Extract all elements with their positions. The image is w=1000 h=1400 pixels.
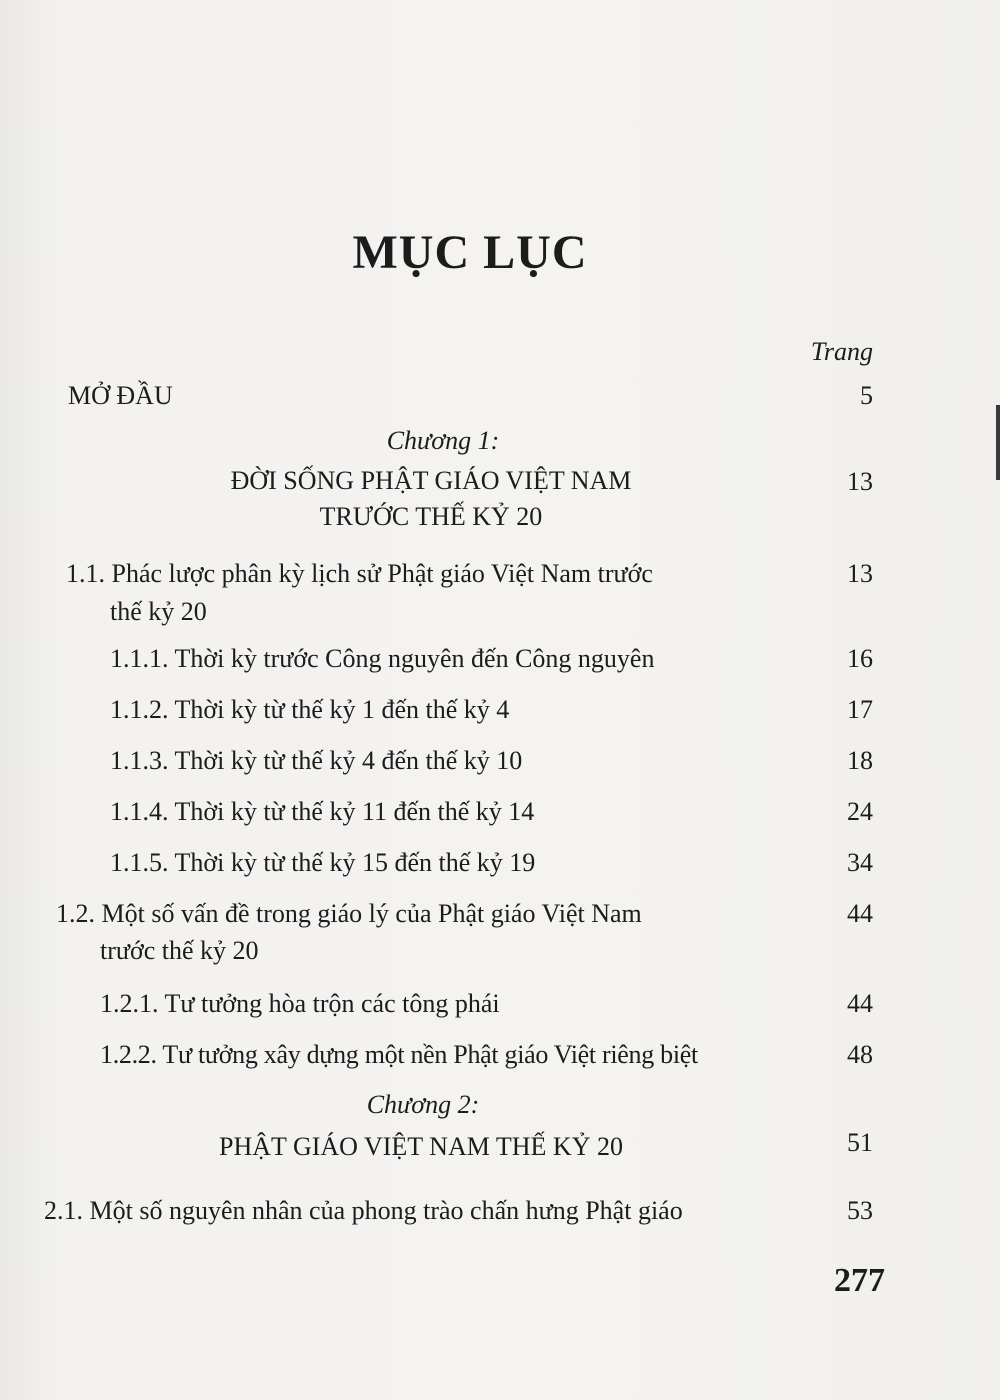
toc-1-1-5: 1.1.5. Thời kỳ từ thế kỷ 15 đến thế kỷ 19 — [110, 848, 536, 877]
toc-intro: MỞ ĐẦU — [68, 381, 173, 410]
chapter-2-title: PHẬT GIÁO VIỆT NAM THẾ KỶ 20 — [219, 1132, 623, 1161]
chapter-1-title-line-2: TRƯỚC THẾ KỶ 20 — [319, 502, 543, 531]
toc-1-2-2-page: 48 — [847, 1040, 873, 1069]
toc-2-1: 2.1. Một số nguyên nhân của phong trào chấn hưng Phật giáo — [44, 1196, 683, 1225]
chapter-2-page: 51 — [847, 1128, 873, 1157]
chapter-2-label: Chương 2: — [366, 1090, 480, 1119]
page-edge-mark — [996, 405, 1000, 480]
page-column-header: Trang — [810, 337, 873, 366]
chapter-1-page: 13 — [847, 467, 873, 496]
toc-1-1-5-page: 34 — [847, 848, 873, 877]
page-title: MỤC LỤC — [352, 226, 588, 279]
toc-1-1-4: 1.1.4. Thời kỳ từ thế kỷ 11 đến thế kỷ 14 — [110, 797, 535, 826]
toc-1-1-4-page: 24 — [847, 797, 873, 826]
toc-1-1-line-1: 1.1. Phác lược phân kỳ lịch sử Phật giáo Việt Nam trước — [66, 559, 653, 588]
toc-1-1-3-page: 18 — [847, 746, 873, 775]
toc-1-2-line-2: trước thế kỷ 20 — [100, 936, 259, 965]
page-number: 277 — [834, 1262, 885, 1299]
toc-1-2-line-1: 1.2. Một số vấn đề trong giáo lý của Phật giáo Việt Nam — [56, 899, 642, 928]
toc-1-1-1-page: 16 — [847, 644, 873, 673]
toc-intro-page: 5 — [860, 381, 873, 410]
toc-1-2-1: 1.2.1. Tư tưởng hòa trộn các tông phái — [100, 989, 500, 1018]
chapter-1-title-line-1: ĐỜI SỐNG PHẬT GIÁO VIỆT NAM — [230, 466, 632, 495]
toc-1-2-2: 1.2.2. Tư tưởng xây dựng một nền Phật giáo Việt riêng biệt — [100, 1040, 698, 1069]
toc-1-1-1: 1.1.1. Thời kỳ trước Công nguyên đến Công nguyên — [110, 644, 655, 673]
toc-1-1-2-page: 17 — [847, 695, 873, 724]
toc-1-1-page: 13 — [847, 559, 873, 588]
toc-1-1-3: 1.1.3. Thời kỳ từ thế kỷ 4 đến thế kỷ 10 — [110, 746, 523, 775]
toc-1-1-2: 1.1.2. Thời kỳ từ thế kỷ 1 đến thế kỷ 4 — [110, 695, 510, 724]
toc-1-1-line-2: thế kỷ 20 — [110, 597, 207, 626]
toc-1-2-page: 44 — [847, 899, 873, 928]
toc-2-1-page: 53 — [847, 1196, 873, 1225]
toc-1-2-1-page: 44 — [847, 989, 873, 1018]
chapter-1-label: Chương 1: — [386, 426, 500, 455]
